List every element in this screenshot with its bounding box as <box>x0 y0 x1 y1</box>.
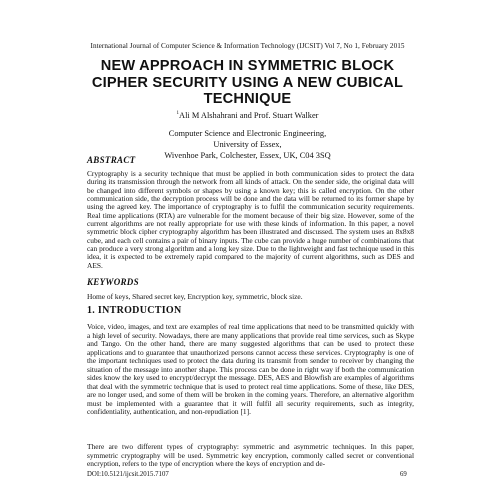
author-marker: 1 <box>176 111 180 117</box>
introduction-paragraph-1: Voice, video, images, and text are examples of real time applications that need to be transmitted quickly with a high level of security. Nowadays, there are many applications that provide real time services, such as Skype and Tango. On the other hand, there are many suggested algorithms that can be used to protect these applications and to guarantee that unauthorized persons cannot access these services. Cryptography is one of the important techniques used to protect the data during its transmit from sender to receiver by changing the situation of the message into another shape. This process can be done in right way if both the communication sides know the key used to encrypt/decrypt the message. DES, AES and Blowfish are examples of algorithms that deal with the symmetric technique that is used to protect real time applications. Some of these, like DES, are no longer used, and some of them will be broken in the coming years. Therefore, an alternative algorithm must be implemented with a guarantee that it will fulfil all security requirements, such as integrity, confidentiality, authentication, and non-repudiation [1]. <box>87 322 414 417</box>
author-line <box>0 111 495 120</box>
abstract-heading: ABSTRACT <box>87 155 136 165</box>
page-number: 69 <box>400 471 407 478</box>
journal-header: International Journal of Computer Science & Information Technology (IJCSIT) Vol 7, No 1, February 2015 <box>90 42 405 50</box>
author-names: Ali M Alshahrani and Prof. Stuart Walker <box>179 111 319 120</box>
title-line-2: CIPHER SECURITY USING A NEW CUBICAL <box>91 74 404 91</box>
title-line-1: NEW APPROACH IN SYMMETRIC BLOCK <box>100 58 395 74</box>
introduction-heading: 1. INTRODUCTION <box>87 305 182 316</box>
introduction-paragraph-2: There are two different types of cryptography: symmetric and asymmetric techniques. In this paper, symmetric cryptography will be used. Symmetric key encryption, commonly called secret or conventional encryption, refers to the type of encryption where the keys of encryption and de- <box>87 442 414 469</box>
affiliation-line-1: Computer Science and Electronic Engineering, <box>168 129 327 138</box>
abstract-text: Cryptography is a security technique that must be applied in both communication sides to protect the data during its transmission through the network from all kinds of attack. On the sender side, the original data will be changed into different symbols or shapes by using a known key; this is called encryption. On the other communication side, the decryption process will be done and the data will be returned to its former shape by using the agreed key. The importance of cryptography is to fulfil the communication security requirements. Real time applications (RTA) are vulnerable for the moment because of their big size. However, some of the current algorithms are not really appropriate for use with these kinds of information. In this paper, a novel symmetric block cipher cryptography algorithm has been illustrated and discussed. The system uses an 8x8x8 cube, and each cell contains a pair of binary inputs. The cube can provide a huge number of combinations that can produce a very strong algorithm and a long key size. Due to the lightweight and fast technique used in this idea, it is expected to be extremely rapid compared to the majority of current algorithms, such as DES and AES. <box>87 169 414 270</box>
affiliation <box>0 128 495 161</box>
paper-title <box>60 58 435 108</box>
affiliation-line-2: University of Essex, <box>213 140 282 149</box>
affiliation-line-3: Wivenhoe Park, Colchester, Essex, UK, C04 3SQ <box>164 151 331 160</box>
footer-doi: DOI:10.5121/ijcsit.2015.7107 <box>87 471 169 478</box>
title-line-3: TECHNIQUE <box>203 91 292 107</box>
keywords-heading: KEYWORDS <box>87 277 139 287</box>
keywords-text: Home of keys, Shared secret key, Encryption key, symmetric, block size. <box>87 292 303 301</box>
